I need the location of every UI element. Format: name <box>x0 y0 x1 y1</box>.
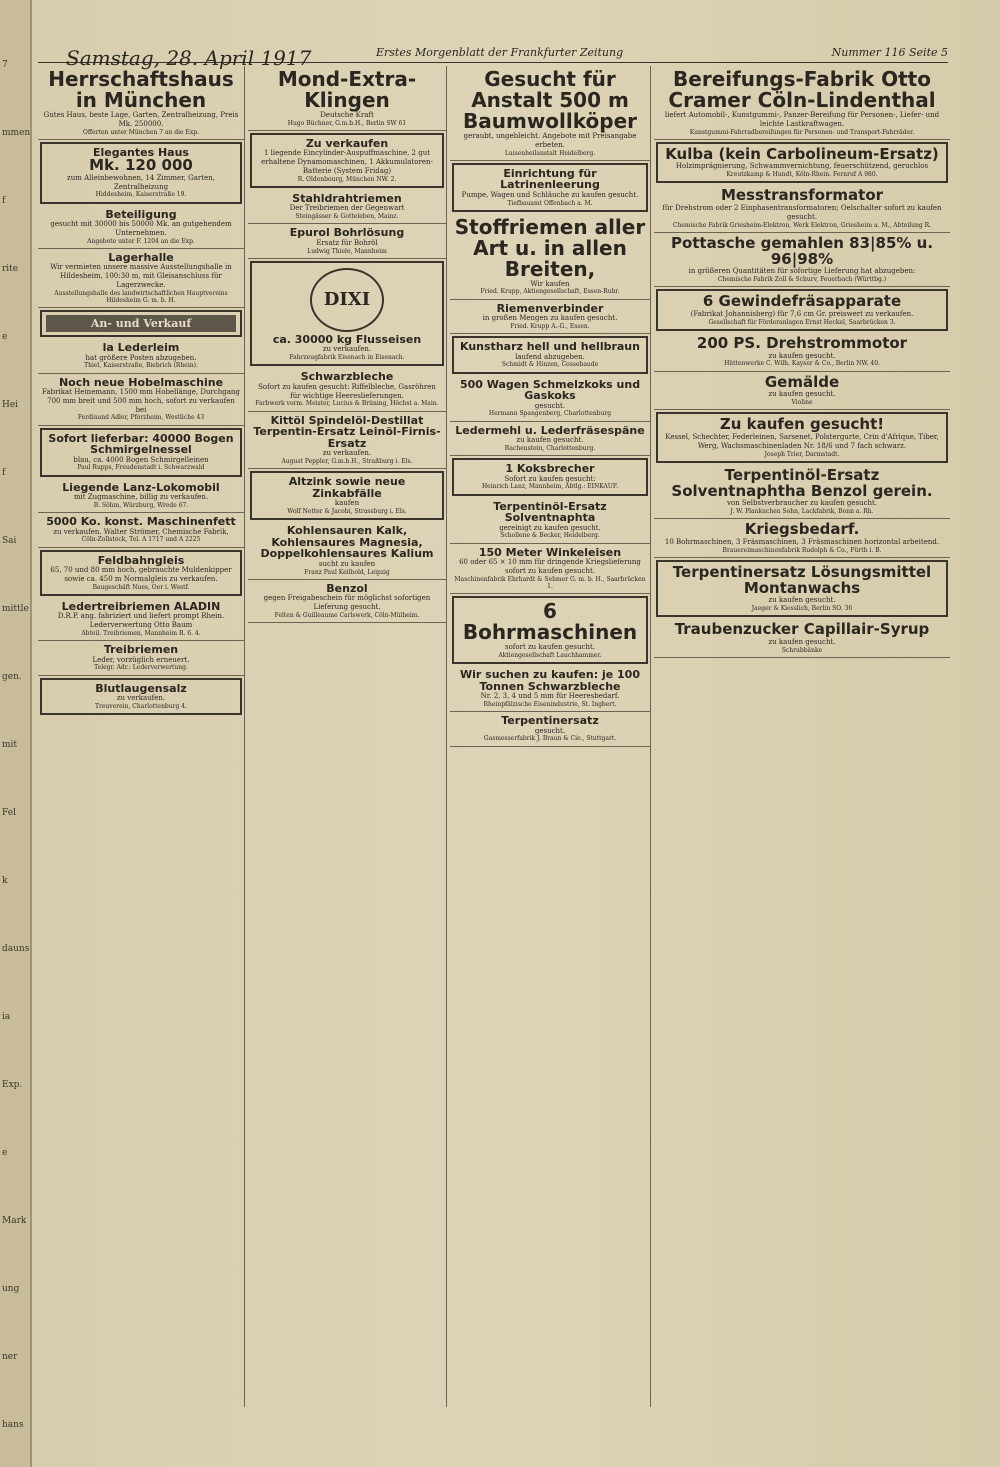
ad-headline: Kriegsbedarf. <box>744 520 860 539</box>
ad-body: zu verkaufen. <box>322 345 372 354</box>
ad-advertiser: Cöln-Zollstock, Tel. A 1717 und A 2225 <box>81 536 201 544</box>
ad-headline: 6 Gewindefräsapparate <box>702 292 902 311</box>
advertisement <box>654 465 950 519</box>
ad-advertiser: Telegr. Adr.: Lederverwertung. <box>94 664 188 672</box>
ad-headline: 5000 Ko. konst. Maschinenfett <box>46 515 236 529</box>
advertisement <box>38 479 244 513</box>
advertisement <box>450 214 650 300</box>
advertisement <box>656 289 948 331</box>
ad-headline: 1 Koksbrecher <box>505 462 595 476</box>
gutter-fragment: e <box>2 332 8 342</box>
advertisement <box>450 300 650 334</box>
ad-advertiser: Luisenheilanstalt Heidelberg. <box>504 149 596 157</box>
gutter-fragment: f <box>2 196 6 206</box>
gutter-fragment: rite <box>2 264 19 274</box>
ad-advertiser: Aktiengesellschaft Lauchhammer. <box>498 651 602 659</box>
ad-body: Deutsche Kraft <box>320 111 374 119</box>
ad-body: kaufen <box>334 499 360 508</box>
ad-headline: Noch neue Hobelmaschine <box>58 375 224 389</box>
advertisement <box>450 66 650 161</box>
ad-body: zu verkaufen. <box>116 694 166 703</box>
advertisement <box>654 233 950 287</box>
advertisement <box>248 412 446 470</box>
ad-price: Mk. 120 000 <box>89 156 193 175</box>
ad-advertiser: Fried. Krupp A.-G., Essen. <box>510 322 590 330</box>
ad-advertiser: Kunstgummi-Fahrradbereifungen für Personen- und Transport-Fahrräder. <box>689 128 915 136</box>
ad-headline: ca. 30000 kg Flusseisen <box>272 332 422 346</box>
ad-advertiser: Maschinenfabrik Ehrhardt & Sehmer G. m. b. H., Saarbrücken 1. <box>454 575 646 590</box>
ad-headline: Terpentinersatz Lösungsmittel Montanwachs <box>672 562 932 597</box>
ad-headline: Terpentinöl-Ersatz Solventnaphtha Benzol gerein. <box>671 465 933 500</box>
ad-body: zu kaufen gesucht. <box>768 351 836 360</box>
ad-headline: Einrichtung für Latrinenleerung <box>500 166 600 192</box>
gutter-fragment: f <box>2 468 6 478</box>
ad-advertiser: Gasmesserfabrik J. Braun & Cie., Stuttgart. <box>483 735 617 743</box>
advertisement <box>38 513 244 547</box>
ad-body: 1 liegende Eincylinder-Auspuffmaschine, 2 gut erhaltene Dynamomaschinen, 1 Akkumulatoren-Batterie (System Fridag) <box>261 149 433 175</box>
gutter-fragment: dauns <box>2 944 30 954</box>
advertisement <box>654 333 950 372</box>
ad-advertiser: R. Oldenbourg, München NW. 2. <box>297 175 397 183</box>
advertisement <box>40 428 242 477</box>
column-1 <box>38 66 245 1407</box>
ad-body: gegen Freigabeschein für möglichst sofortigen Lieferung gesucht. <box>263 594 431 612</box>
ad-headline: Ledertreibriemen ALADIN <box>61 599 221 613</box>
advertisement <box>656 560 948 617</box>
gutter-fragment: e <box>2 1148 8 1158</box>
ad-advertiser: Hugo Büchner, G.m.b.H., Berlin SW 61 <box>287 119 407 127</box>
ad-advertiser: B. Söhm, Würzburg, Wrede 67. <box>93 501 189 509</box>
advertisement <box>248 522 446 580</box>
ad-advertiser: Thiel, Kaiserstraße, Biebrich (Rhein). <box>84 362 198 370</box>
ad-body: Wir kaufen <box>530 279 570 288</box>
ad-body: Sofort zu kaufen gesucht: <box>504 474 596 483</box>
advertisement <box>452 163 648 212</box>
gutter-fragment: hans <box>2 1420 24 1430</box>
header-number: Nummer 116 Seite 5 <box>831 46 948 59</box>
ad-advertiser: J. W. Plankuchen Sohn, Lackfabrik, Bonn a. Rh. <box>730 508 874 515</box>
ad-advertiser: Brauereimaschinenfabrik Rudolph & Co., Fürth i. B. <box>722 546 882 554</box>
advertisement <box>38 66 244 140</box>
advertisement <box>656 142 948 184</box>
ad-headline: Sofort lieferbar: 40000 Bogen Schmirgelnessel <box>48 431 234 457</box>
ad-headline: Kunstharz hell und hellbraun <box>460 340 640 354</box>
ad-advertiser: Violine <box>791 399 813 407</box>
advertisement <box>250 261 444 366</box>
ad-body: von Selbstverbraucher zu kaufen gesucht. <box>726 499 878 508</box>
advertisement <box>450 376 650 422</box>
ad-headline: Epurol Bohrlösung <box>289 226 405 240</box>
ad-body: Holzimprägnierung, Schwammvernichtung, feuerschützend, geruchlos <box>675 162 929 171</box>
ad-body: Wir vermieten unsere massive Ausstellungshalle in Hildesheim, 100:30 m, mit Gleisanschluss für Lagerzwecke. <box>50 263 232 289</box>
ad-advertiser: Paul Rupps, Freudenstadt i. Schwarzwald <box>77 464 205 472</box>
ad-body: in größeren Quantitäten für sofortige Lieferung hat abzugeben: <box>688 267 916 276</box>
advertisement <box>250 471 444 520</box>
ad-headline: Zu kaufen gesucht! <box>719 415 885 434</box>
ad-advertiser: Heinrich Lanz, Mannheim, Abtlg.: EINKAUF. <box>481 483 619 491</box>
advertisement <box>656 412 948 462</box>
ad-advertiser: Schrubbänke <box>781 646 823 654</box>
ad-headline: Blutlaugensalz <box>95 681 187 695</box>
ad-advertiser: Steingässer & Gotteleben, Mainz. <box>295 213 399 221</box>
section-bar: An- und Verkauf <box>46 315 236 332</box>
ad-advertiser: Joseph Trier, Darmstadt. <box>764 450 840 458</box>
advertisement <box>38 598 244 641</box>
ad-body: blau, ca. 4000 Bogen Schmirgelleinen <box>73 455 209 464</box>
gutter-fragment: gen. <box>2 672 22 682</box>
ad-headline: Kittöl Spindelöl-Destillat Terpentin-Ersatz Leinöl-Firnis-Ersatz <box>253 413 441 450</box>
ad-headline: Stahldrahtriemen <box>292 191 402 205</box>
header-title: Erstes Morgenblatt der Frankfurter Zeitung <box>376 46 624 59</box>
advertisement <box>654 372 950 411</box>
ad-body: 10 Bohrmaschinen, 3 Fräsmaschinen, 3 Fräsmaschinen horizontal arbeitend. <box>664 537 940 546</box>
advertisement <box>40 678 242 715</box>
ad-body: zu kaufen gesucht. <box>516 436 584 445</box>
ad-headline: Elegantes Haus <box>93 145 189 159</box>
advertisement <box>248 190 446 224</box>
header-date: Samstag, 28. April 1917 <box>66 46 312 70</box>
advertisement <box>248 368 446 411</box>
gutter-fragment: Exp. <box>2 1080 23 1090</box>
ad-body: gesucht. <box>534 726 566 735</box>
advertisement <box>450 422 650 456</box>
ad-body: für Drehstrom oder 2 Einphasentransformatoren; Oelschalter sofort zu kaufen gesucht. <box>662 204 942 221</box>
ad-headline: Schwarzbleche <box>300 370 394 384</box>
ad-headline: Lagerhalle <box>108 250 174 264</box>
advertisement <box>450 666 650 712</box>
ad-advertiser: Chemische Fabrik Zoll & Schurv, Feuerbach (Württbg.) <box>717 276 887 284</box>
ad-headline: Treibriemen <box>103 643 179 657</box>
ad-headline: Bereifungs-Fabrik Otto Cramer Cöln-Lindenthal <box>668 67 936 112</box>
ad-headline: Herrschaftshaus in München <box>48 67 234 112</box>
ad-headline: 500 Wagen Schmelzkoks und Gaskoks <box>459 377 641 403</box>
ad-body: 65, 70 und 80 mm hoch, gebrauchte Muldenkipper sowie ca. 450 m Normalgleis zu verkaufen. <box>50 566 232 583</box>
ad-headline: Terpentinersatz <box>501 714 599 728</box>
ad-advertiser: Ferdinand Adler, Pforzheim, Westliche 43 <box>77 414 205 422</box>
ad-body: zu verkaufen. Walter Strömer, Chemische Fabrik, <box>53 527 229 536</box>
ad-advertiser: Baugeschäft Nues, Oer i. Westf. <box>92 583 190 591</box>
gutter-fragment: mmen <box>2 128 31 138</box>
ad-headline: Pottasche gemahlen 83|85% u. 96|98% <box>670 233 934 268</box>
ad-body: 60 oder 65 × 10 mm für dringende Kriegslieferung sofort zu kaufen gesucht. <box>459 558 641 575</box>
ad-body: D.R.P. ang. fabriziert und liefert prompt Rhein. Lederverwertung Otto Baum <box>57 612 225 630</box>
advertisement <box>40 142 242 204</box>
ad-body: Pumpe, Wagen und Schläuche zu kaufen gesucht. <box>461 190 639 199</box>
ad-body: Sofort zu kaufen gesucht: Riffelbleche, Gasröhren für wichtige Heereslieferungen. <box>258 382 436 400</box>
column-2 <box>248 66 447 1407</box>
ad-advertiser: Ludwig Thiele, Mannheim <box>307 247 387 255</box>
ad-advertiser: Schmidt & Hinzen, Cossebaude <box>501 361 599 369</box>
ad-headline: Zu verkaufen <box>305 136 389 150</box>
advertisement <box>654 619 950 658</box>
advertisement <box>654 185 950 232</box>
ad-headline: Terpentinöl-Ersatz Solventnaphta <box>493 499 607 525</box>
ad-headline: 200 PS. Drehstrommotor <box>696 333 908 352</box>
ad-headline: Feldbahngleis <box>97 553 185 567</box>
advertisement <box>38 374 244 426</box>
ad-advertiser: Fahrzeugfabrik Eisenach in Eisenach. <box>289 354 405 362</box>
ad-advertiser: Franz Paul Keilhold, Leipzig <box>304 568 390 576</box>
gutter-fragment: ner <box>2 1352 18 1362</box>
advertisement <box>38 249 244 308</box>
advertisement <box>40 550 242 596</box>
ad-advertiser: Hüttenwerke C. Wilh. Kayser & Co., Berlin NW. 40. <box>724 360 880 368</box>
ad-advertiser: Tiefbauamt Offenbach a. M. <box>507 199 593 207</box>
advertisement <box>450 498 650 544</box>
page-header <box>38 46 948 70</box>
ad-advertiser: Rachenstein, Charlottenburg. <box>504 444 596 452</box>
ad-headline: Stoffriemen aller Art u. in allen Breiten, <box>454 214 646 281</box>
ad-body: gesucht mit 30000 bis 50000 Mk. an gutgehendem Unternehmen. <box>50 220 232 237</box>
ad-body: mit Zugmaschine, billig zu verkaufen. <box>73 493 209 502</box>
ad-advertiser: Offerten unter München 7 an die Exp. <box>82 128 200 136</box>
column-3 <box>450 66 651 1407</box>
advertisement <box>452 458 648 495</box>
advertisement <box>38 206 244 249</box>
ad-body: Fabrikat Heinemann, 1500 mm Hobellänge, Durchgang 700 mm breit und 500 mm hoch, sofort zu verkaufen bei <box>42 388 240 414</box>
ad-body: Kessel, Schechter, Federleinen, Sarsenet, Polstergurte, Crin d'Afrique, Tiber, Werg, Wachsmaschinenladen Nr. 18/6 und 7 fach schwarz. <box>665 433 939 450</box>
column-4 <box>654 66 950 1407</box>
ad-body: zu kaufen gesucht. <box>768 596 836 605</box>
ad-body: zu kaufen gesucht. <box>768 390 836 399</box>
ad-body: Gutes Haus, beste Lage, Garten, Zentralheizung, Preis Mk. 250000. <box>43 111 239 128</box>
ad-body: zu verkaufen. <box>322 449 372 458</box>
ad-advertiser: Treuverein, Charlottenburg 4. <box>95 702 187 710</box>
advertisement <box>38 641 244 675</box>
ad-headline: Gemälde <box>764 372 840 391</box>
ad-advertiser: Chemische Fabrik Griesheim-Elektron, Werk Elektron, Griesheim a. M., Abteilung R. <box>672 221 932 229</box>
advertisement <box>654 519 950 558</box>
ad-headline: Kulba (kein Carbolineum-Ersatz) <box>665 144 939 163</box>
ad-body: Nr. 2, 3, 4 und 5 mm für Heeresbedarf. <box>480 692 620 701</box>
advertisement <box>248 66 446 131</box>
ad-body: geraubt, ungebleicht. Angebote mit Preisangabe erbeten. <box>463 132 637 149</box>
ad-body: zum Alleinbewohnen, 14 Zimmer, Garten, Zentralheizung <box>67 173 215 191</box>
ad-advertiser: Wolf Netter & Jacobi, Strassburg i. Els. <box>287 508 407 516</box>
advertisement <box>40 310 242 337</box>
ad-body: zu kaufen gesucht. <box>768 638 836 647</box>
ad-headline: Messtransformator <box>720 186 884 205</box>
advertisement <box>250 133 444 188</box>
ad-advertiser: Angebote unter F. 1204 an die Exp. <box>87 237 195 245</box>
ad-body: hat größere Posten abzugeben. <box>85 353 197 362</box>
gutter-fragment: Mark <box>2 1216 27 1226</box>
ad-headline: Traubenzucker Capillair-Syrup <box>674 620 930 639</box>
ad-advertiser: Schollene & Becker, Heidelberg. <box>500 532 600 540</box>
gutter-fragment: 7 <box>2 60 8 70</box>
advertisement <box>248 580 446 623</box>
gutter-fragment: ung <box>2 1284 20 1294</box>
ad-advertiser: Farbwerk vorm. Meister, Lucius & Brüning, Höchst a. Main. <box>255 400 439 408</box>
gutter-fragment: mit <box>2 740 18 750</box>
ad-body: laufend abzugeben. <box>515 352 585 361</box>
ad-headline: Kohlensauren Kalk, Kohlensaures Magnesia, Doppelkohlensaures Kalium <box>260 524 434 561</box>
ad-body: liefert Automobil-, Kunstgummi-, Panzer-Bereifung für Personen-, Liefer- und leichte Lastkraftwagen. <box>664 111 940 128</box>
ad-advertiser: Ausstellungshalle des landwirtschaftlichen Hauptvereins Hildesheim G. m. b. H. <box>54 289 228 304</box>
left-gutter <box>0 0 32 1467</box>
ad-advertiser: Kreutzkamp & Hundt, Köln-Rhein. Fernruf A 980. <box>726 171 878 179</box>
ad-body: gesucht. <box>534 401 566 410</box>
ad-headline: Gesucht für Anstalt 500 m Baumwollköper <box>463 67 637 133</box>
ad-headline: Benzol <box>326 581 368 595</box>
ad-advertiser: Hermann Spangenberg, Charlottenburg <box>488 410 612 418</box>
advertisement <box>450 544 650 594</box>
ad-headline: Altzink sowie neue Zinkabfälle <box>288 475 406 500</box>
ad-headline: Beteiligung <box>105 207 177 221</box>
advertisement <box>452 336 648 373</box>
dixi-logo: DIXI <box>310 268 384 332</box>
ad-advertiser: August Peppler, G.m.b.H., Straßburg i. Els. <box>281 458 413 465</box>
ad-body: sucht zu kaufen <box>318 559 376 568</box>
ad-headline: 6 Bohrmaschinen <box>462 599 638 645</box>
advertisement <box>38 339 244 373</box>
ad-advertiser: Felten & Guilleaume Carlswerk, Cöln-Mülheim. <box>274 611 420 619</box>
gutter-fragment: k <box>2 876 8 886</box>
ad-body: Leder, vorzüglich erneuert. <box>92 655 190 664</box>
ad-advertiser: Fried. Krupp, Aktiengesellschaft, Essen-Ruhr. <box>480 288 620 296</box>
gutter-fragment: ia <box>2 1012 11 1022</box>
ad-body: Der Treibriemen der Gegenwart <box>289 204 405 213</box>
ad-headline: Riemenverbinder <box>496 301 604 315</box>
advertisement <box>450 712 650 746</box>
gutter-fragment: mittle <box>2 604 29 614</box>
advertisement <box>654 66 950 140</box>
ad-headline: Liegende Lanz-Lokomobil <box>62 480 220 494</box>
ad-body: gereinigt zu kaufen gesucht. <box>499 523 601 532</box>
gutter-fragment: Hei <box>2 400 19 410</box>
ad-headline: Mond-Extra-Klingen <box>277 67 417 112</box>
advertisement <box>248 224 446 258</box>
ad-headline: la Lederleim <box>102 341 180 355</box>
ad-advertiser: Jaeger & Kiesslich, Berlin SO. 36 <box>751 605 853 613</box>
ad-advertiser: Gesellschaft für Förderanlagen Ernst Heckel, Saarbrücken 3. <box>708 318 896 326</box>
ad-advertiser: Abteil. Treibriemen, Mannheim R. 6. 4. <box>81 629 201 637</box>
gutter-fragment: Sai <box>2 536 17 546</box>
ad-advertiser: Hiddesheim, Kaiserstraße 19. <box>95 191 187 199</box>
ad-body: sofort zu kaufen gesucht. <box>505 643 595 652</box>
ad-headline: Wir suchen zu kaufen: je 100 Tonnen Schwarzbleche <box>460 668 640 693</box>
advertisement <box>452 596 648 664</box>
ad-body: in großen Mengen zu kaufen gesucht. <box>482 314 618 323</box>
ad-body: Ersatz für Bohröl <box>316 238 378 247</box>
ad-body: (Fabrikat Johannisberg) für 7,6 cm Gr. preiswert zu verkaufen. <box>690 310 914 318</box>
ad-headline: Ledermehl u. Lederfräsespäne <box>455 423 645 437</box>
ad-advertiser: Rheinpfälzische Eisenindustrie, St. Ingbert. <box>483 700 617 708</box>
gutter-fragment: Fel <box>2 808 16 818</box>
ad-headline: 150 Meter Winkeleisen <box>478 545 622 559</box>
